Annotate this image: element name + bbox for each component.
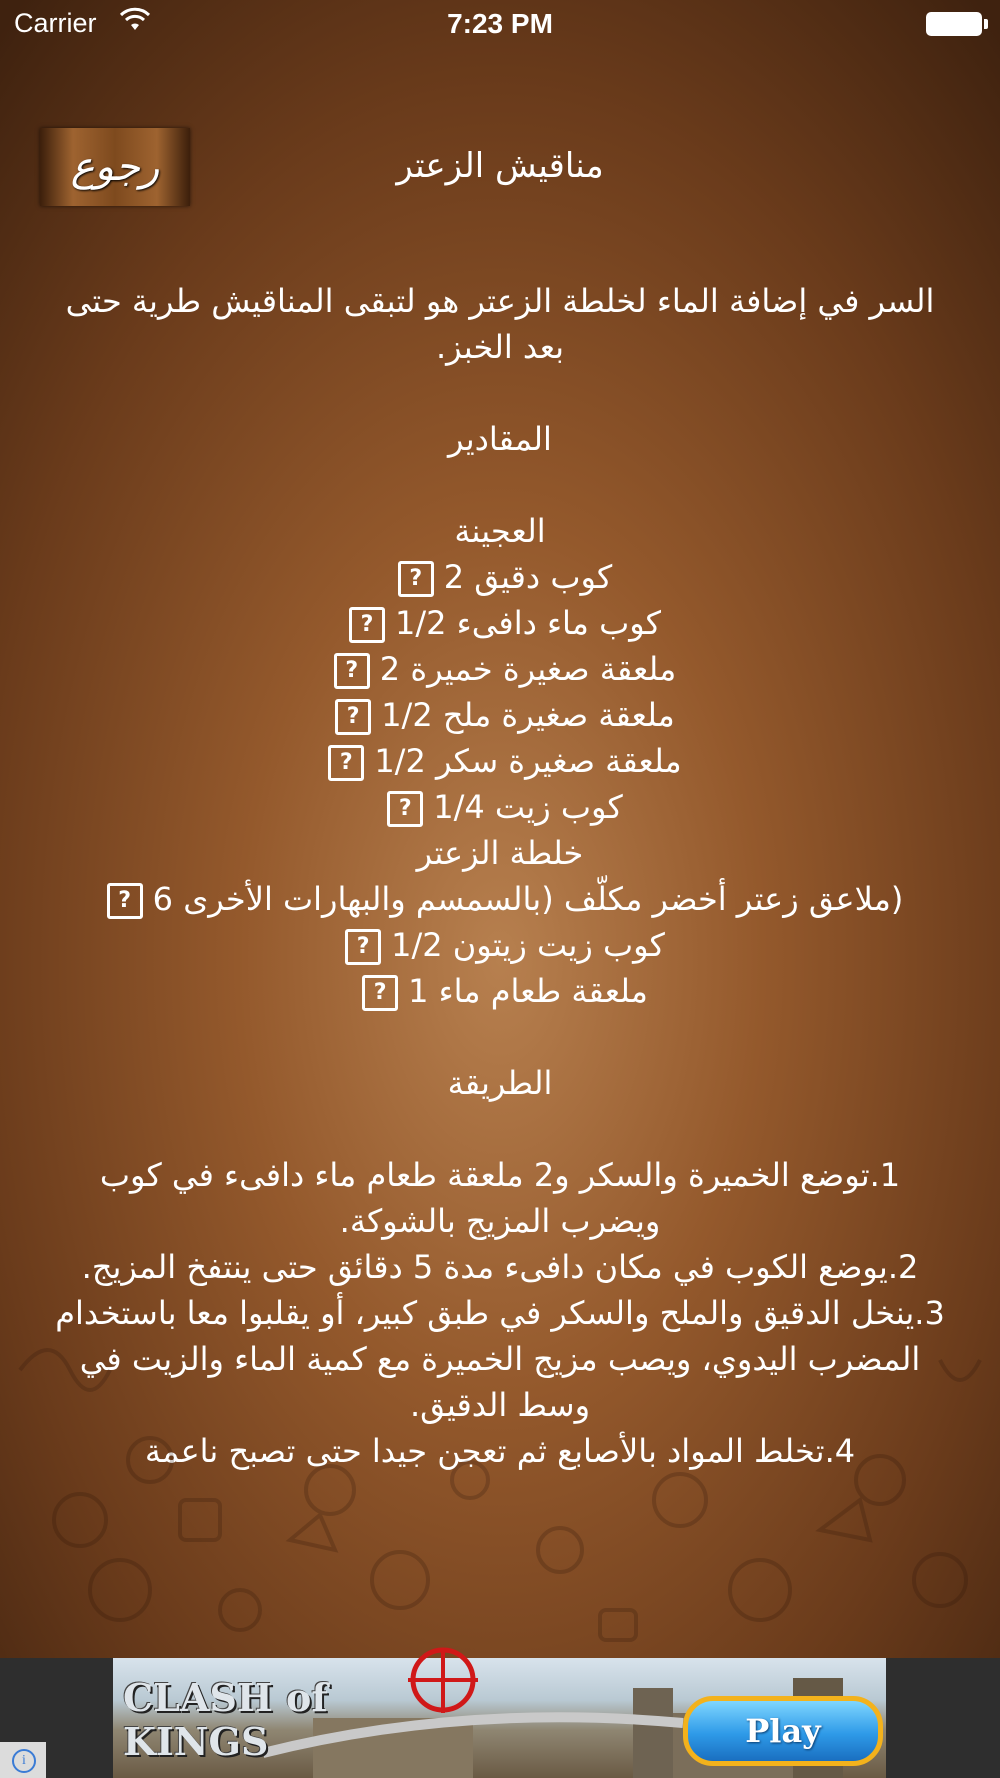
- status-time: 7:23 PM: [447, 8, 553, 39]
- missing-glyph-icon: ?: [107, 883, 143, 919]
- missing-glyph-icon: ?: [328, 745, 364, 781]
- food-doodle-background: [0, 1290, 1000, 1655]
- ingredient-item: ملعقة صغيرة ملح 1/2?: [55, 692, 945, 738]
- status-bar: [0, 0, 1000, 50]
- recipe-intro: السر في إضافة الماء لخلطة الزعتر هو لتبقى المناقيش طرية حتى بعد الخبز.: [65, 282, 935, 366]
- quantities-heading: المقادير: [448, 420, 552, 458]
- ad-info-icon[interactable]: i: [0, 1742, 46, 1778]
- ingredient-item: ملعقة صغيرة سكر 1/2?: [55, 738, 945, 784]
- method-step: 4.تخلط المواد بالأصابع ثم تعجن جيدا حتى تصبح ناعمة: [144, 1432, 856, 1470]
- method-step: 3.ينخل الدقيق والملح والسكر في طبق كبير، أو يقلبوا معا باستخدام المضرب اليدوي، ويصب مزيج الخميرة مع كمية الماء والزيت في وسط الدقيق.: [55, 1294, 945, 1424]
- recipe-content: [55, 278, 945, 1470]
- missing-glyph-icon: ?: [334, 653, 370, 689]
- ingredient-item: كوب زيت زيتون 1/2?: [55, 922, 945, 968]
- carrier-label: Carrier: [14, 8, 97, 38]
- ad-banner[interactable]: [0, 1658, 1000, 1778]
- method-step: 2.يوضع الكوب في مكان دافىء مدة 5 دقائق حتى ينتفخ المزيج.: [81, 1248, 919, 1286]
- battery-icon: [926, 12, 982, 36]
- ad-play-button[interactable]: Play: [683, 1696, 883, 1766]
- ingredient-item: (ملاعق زعتر أخضر مكلّف (بالسمسم والبهارات الأخرى 6?: [55, 876, 945, 922]
- method-step: 1.توضع الخميرة والسكر و2 ملعقة طعام ماء دافىء في كوب ويضرب المزيج بالشوكة.: [99, 1156, 901, 1240]
- ingredient-item: كوب دقيق 2?: [55, 554, 945, 600]
- missing-glyph-icon: ?: [345, 929, 381, 965]
- missing-glyph-icon: ?: [387, 791, 423, 827]
- zaatar-heading: خلطة الزعتر: [416, 834, 584, 872]
- page-title: مناقيش الزعتر: [396, 146, 604, 186]
- ingredient-item: كوب ماء دافىء 1/2?: [55, 600, 945, 646]
- ingredient-item: كوب زيت 1/4?: [55, 784, 945, 830]
- missing-glyph-icon: ?: [398, 561, 434, 597]
- ingredient-item: ملعقة صغيرة خميرة 2?: [55, 646, 945, 692]
- dough-heading: العجينة: [454, 512, 546, 550]
- ingredient-item: ملعقة طعام ماء 1?: [55, 968, 945, 1014]
- missing-glyph-icon: ?: [349, 607, 385, 643]
- ad-image[interactable]: [113, 1658, 886, 1778]
- missing-glyph-icon: ?: [335, 699, 371, 735]
- method-heading: الطريقة: [447, 1064, 553, 1102]
- back-button[interactable]: رجوع: [40, 128, 190, 206]
- ad-logo: CLASH of KINGS: [123, 1675, 328, 1764]
- missing-glyph-icon: ?: [362, 975, 398, 1011]
